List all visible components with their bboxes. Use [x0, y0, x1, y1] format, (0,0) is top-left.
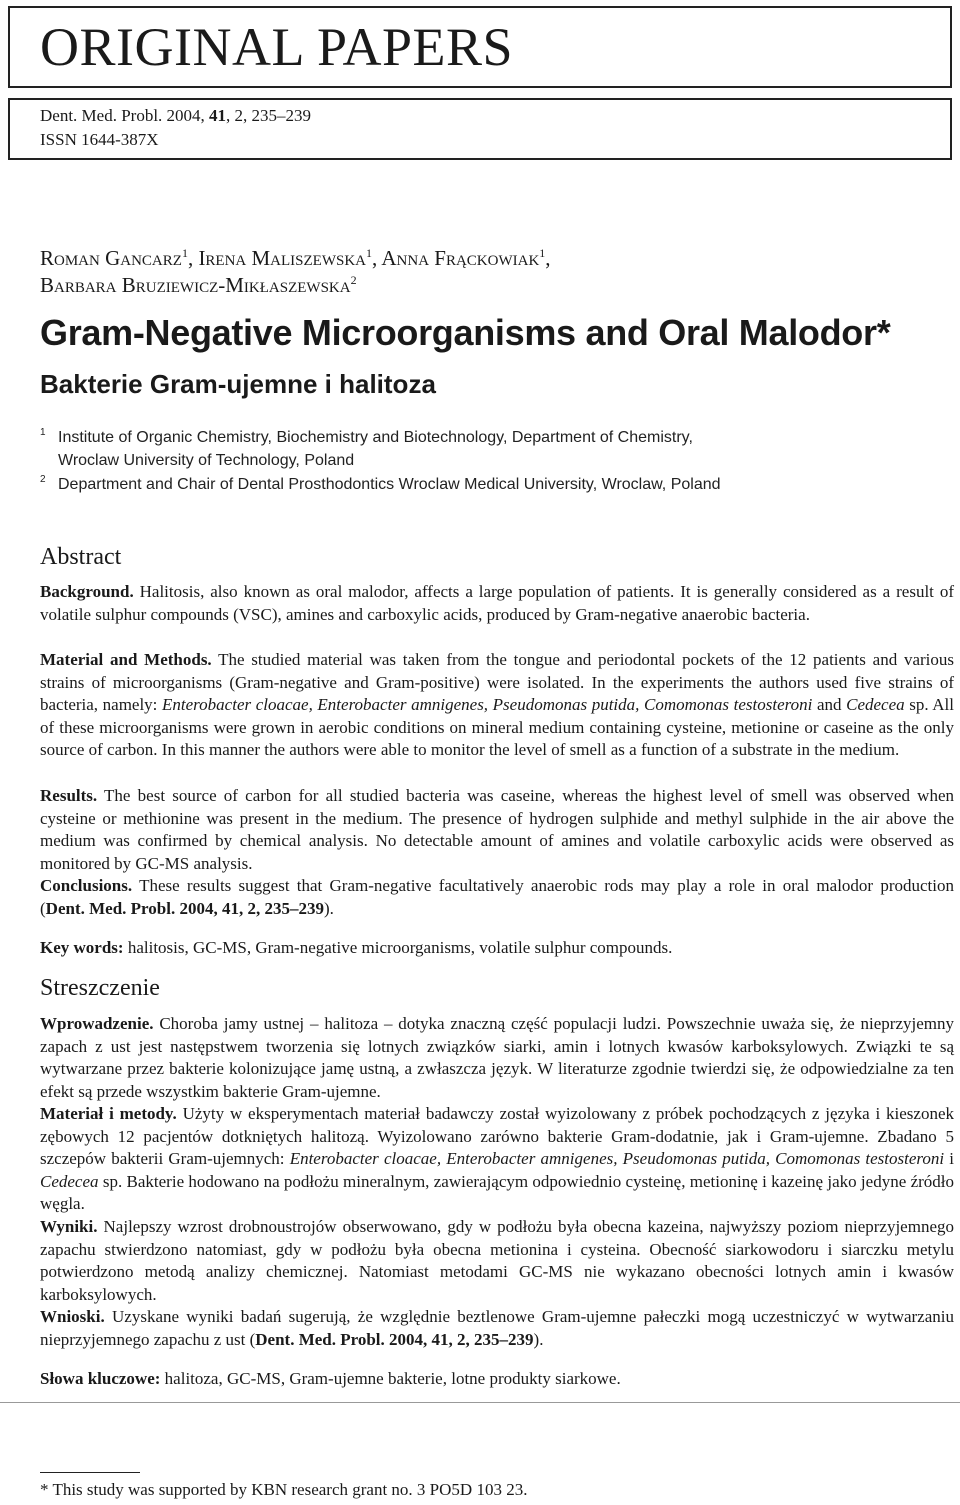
author-name: Roman Gancarz	[40, 246, 182, 270]
section-title: ORIGINAL PAPERS	[40, 17, 514, 77]
streszczenie-keywords: Słowa kluczowe: halitoza, GC-MS, Gram-ujemne bakterie, lotne produkty siarkowe.	[40, 1369, 621, 1388]
abstract-conclusions: Conclusions. These results suggest that Gram-negative facultatively anaerobic rods may play a role in oral malodor production (Dent. Med. Probl. 2004, 41, 2, 235–239).	[40, 876, 954, 918]
abstract-background: Background. Halitosis, also known as oral malodor, affects a large population of patients. It is generally considered as a result of volatile sulphur compounds (VSC), amines and carboxylic acids, produced by Gram-negative anaerobic bacteria.	[40, 582, 954, 624]
streszczenie-material: Materiał i metody. Użyty w eksperymentach materiał badawczy został wyizolowany z próbek pochodzących z języka i kieszonek zębowych 12 pacjentów dotkniętych halitozą. Wyizolowano zarówno bakterie Gram-dodatnie, jak i Gram-ujemne. Zbadano 5 szczepów bakterii Gram-ujemnych: Enterobacter cloacae, Enterobacter amnigenes, Pseudomonas putida, Comomonas testosteroni i Cedecea sp. Bakterie hodowano na podłożu mineralnym, zawierającym odpowiednio cysteinę, metioninę i kazeinę jako jedyne źródło węgla.	[40, 1104, 955, 1214]
abstract-keywords: Key words: halitosis, GC-MS, Gram-negative microorganisms, volatile sulphur compounds.	[40, 938, 673, 957]
authors-line-2: Barbara Bruziewicz-Mikłaszewska$^2$	[40, 273, 357, 297]
abstract-results: Results. The best source of carbon for all studied bacteria was caseine, whereas the highest level of smell was observed when cysteine or methionine was present in the medium. The presence of hydrogen sulphide and methyl sulphide in the air above the medium was confirmed by chemical analysis. No detectable amount of amines and volatile carboxylic acids were observed as monitored by GC-MS analysis.	[40, 786, 954, 873]
article-title-polish: Bakterie Gram-ujemne i halitoza	[40, 369, 436, 399]
header-box	[8, 6, 952, 88]
author-name: Barbara Bruziewicz-Mikłaszewska	[40, 273, 351, 297]
authors-line-1: Roman Gancarz$^1$, Irena Maliszewska$^1$, Anna Frąckowiak$^1$,	[40, 246, 551, 270]
journal-info-box	[8, 98, 952, 160]
affiliation-1: 1 Institute of Organic Chemistry, Biochemistry and Biotechnology, Department of Chemistry,	[40, 427, 693, 446]
article-title-english: Gram-Negative Microorganisms and Oral Malodor*	[40, 312, 891, 353]
journal-citation: Dent. Med. Probl. 2004, 41, 2, 235–239	[40, 106, 312, 125]
footnote: * This study was supported by KBN research grant no. 3 PO5D 103 23.	[40, 1480, 528, 1499]
abstract-methods: Material and Methods. The studied material was taken from the tongue and periodontal pockets of the 12 patients and various strains of microorganisms (Gram-negative and Gram-positive) were isolated. In the experiments the authors used five strains of bacteria, namely: Enterobacter cloacae, Enterobacter amnigenes, Pseudomonas putida, Comomonas testosteroni and Cedecea sp. All of these microorganisms were grown in aerobic conditions on mineral medium containing cysteine, metionine or caseine as the only source of carbon. In this manner the authors were able to monitor the level of smell as a function of a substrate in the medium.	[40, 650, 955, 760]
journal-issn: ISSN 1644-387X	[40, 130, 159, 149]
streszczenie-heading: Streszczenie	[40, 975, 160, 1001]
author-name: Irena Maliszewska	[198, 246, 367, 270]
affiliation-2: 2 Department and Chair of Dental Prosthodontics Wroclaw Medical University, Wroclaw, Poland	[40, 474, 721, 493]
streszczenie-wnioski: Wnioski. Uzyskane wyniki badań sugerują, że względnie beztlenowe Gram-ujemne pałeczki mogą uczestniczyć w wytwarzaniu nieprzyjemnego zapachu z ust (Dent. Med. Probl. 2004, 41, 2, 235–239).	[40, 1307, 954, 1349]
section-divider	[0, 1402, 960, 1403]
streszczenie-wprowadzenie: Wprowadzenie. Choroba jamy ustnej – halitoza – dotyka znaczną część populacji ludzi. Powszechnie uważa się, że nieprzyjemny zapach z ust jest następstwem tworzenia się lotnych związków siarki, amin i lotnych kwasów karboksylowych. Związki te są wytwarzane przez bakterie kolonizujące jamę ustną, a zwłaszcza język. W literaturze zgodnie twierdzi się, że odpowiedzialne za ten efekt są przede wszystkim bakterie Gram-ujemne.	[40, 1014, 954, 1101]
streszczenie-wyniki: Wyniki. Najlepszy wzrost drobnoustrojów obserwowano, gdy w podłożu była obecna kazeina, najwyższy poziom nieprzyjemnego zapachu stwierdzono natomiast, gdy w podłożu była obecna metionina i cysteina. Obecność siarkowodoru i siarczku metylu potwierdzono metodą analizy chemicznej. Natomiast metodami GC-MS nie wykazano obecności lotnych amin i kwasów karboksylowych.	[40, 1217, 954, 1304]
footnote-rule	[40, 1472, 140, 1473]
author-name: Anna Frąckowiak	[381, 246, 540, 270]
affiliation-1-cont: Wroclaw University of Technology, Poland	[58, 452, 355, 469]
abstract-heading: Abstract	[40, 544, 122, 570]
